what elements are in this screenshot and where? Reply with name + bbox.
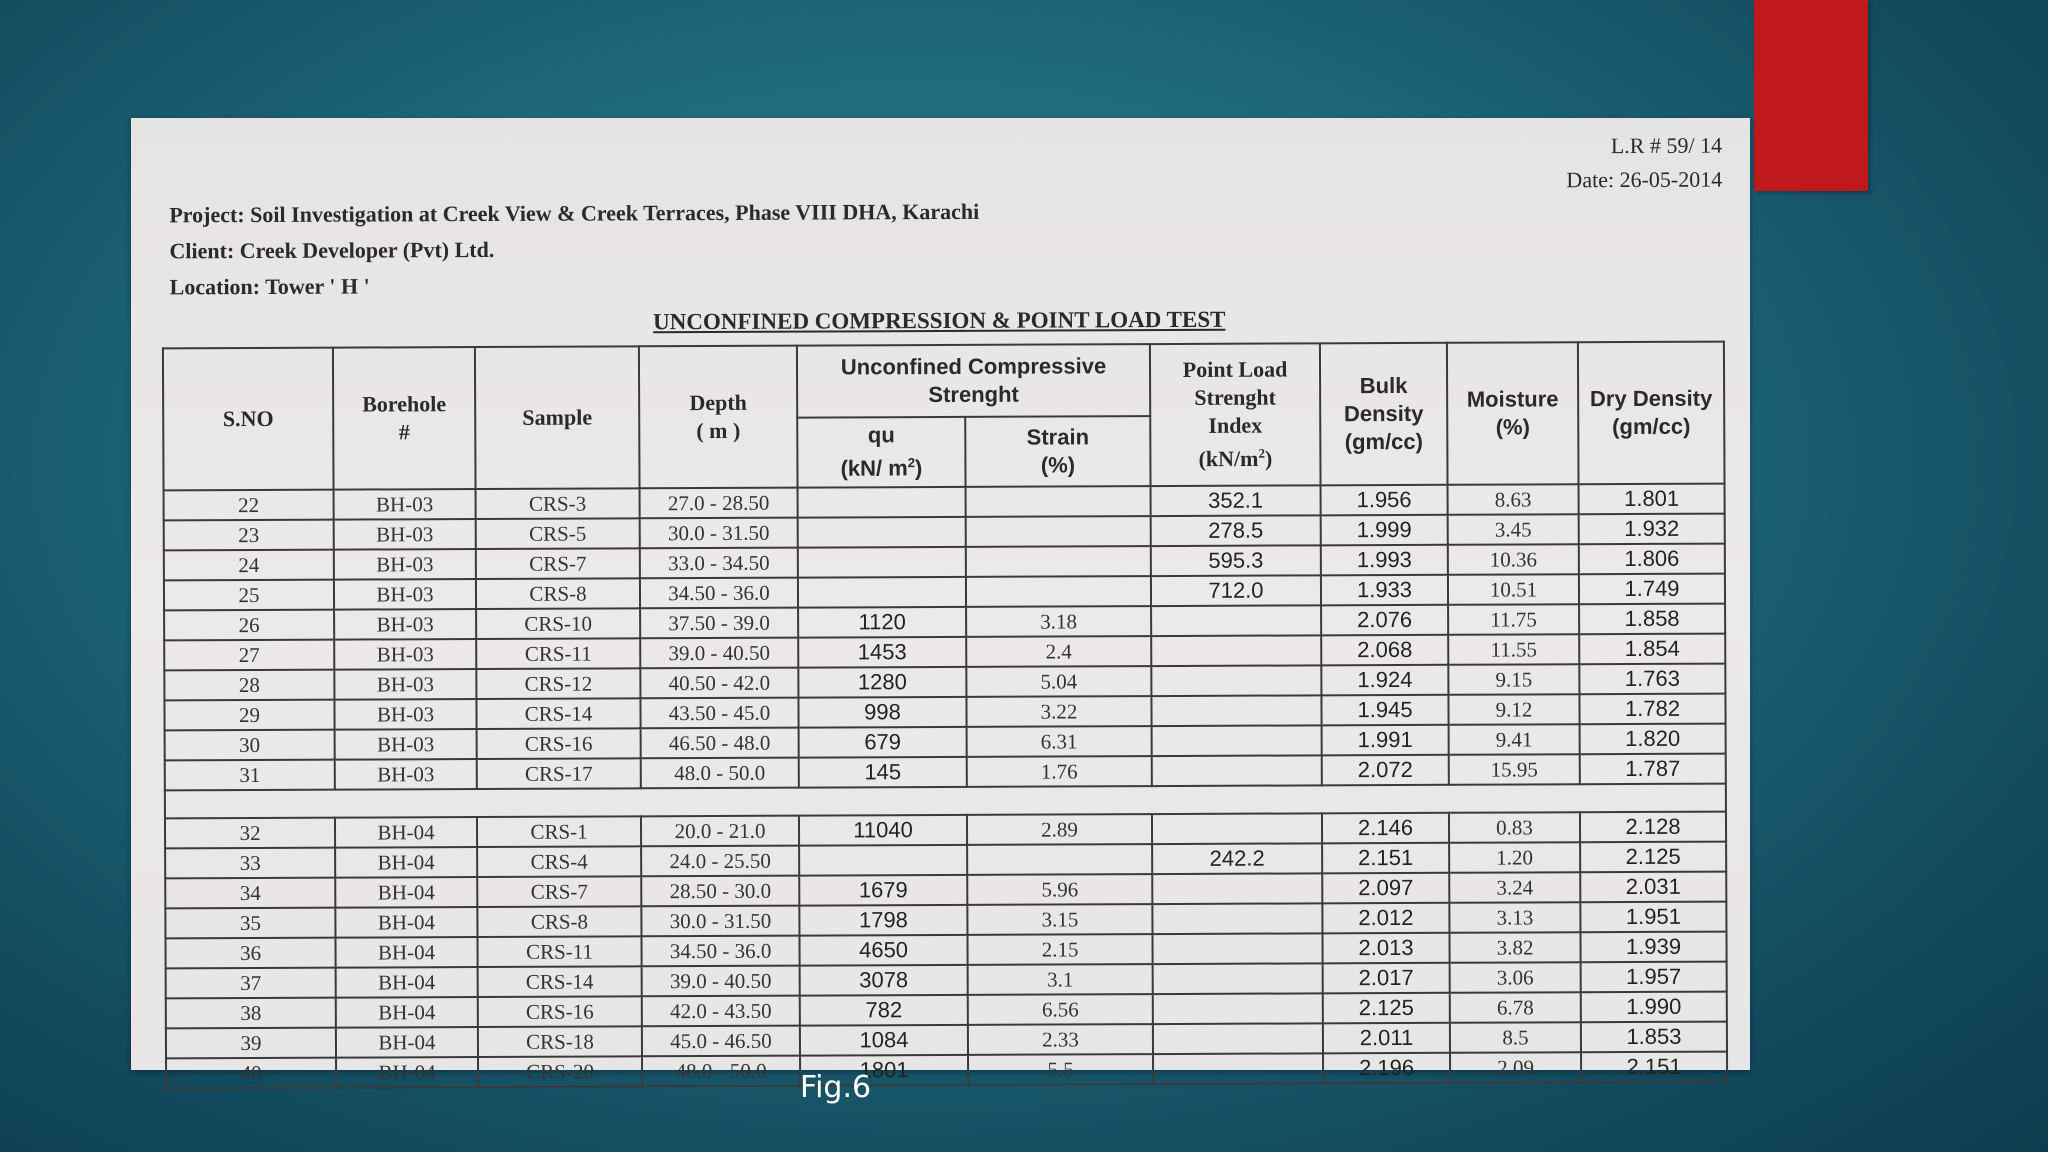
cell-depth: 24.0 - 25.50 — [641, 846, 799, 877]
cell-borehole: BH-04 — [336, 997, 478, 1028]
cell-dry-density: 2.128 — [1580, 812, 1726, 843]
cell-sno: 33 — [165, 848, 335, 879]
cell-strain: 5.96 — [967, 874, 1152, 905]
cell-point-load — [1151, 635, 1321, 666]
cell-bulk-density: 1.956 — [1321, 485, 1448, 516]
cell-point-load — [1152, 813, 1322, 844]
cell-depth: 30.0 - 31.50 — [641, 906, 799, 937]
cell-dry-density: 2.031 — [1580, 872, 1726, 903]
cell-strain — [966, 516, 1151, 547]
cell-sno: 32 — [165, 818, 335, 849]
cell-strain: 6.56 — [968, 994, 1153, 1025]
cell-qu: 1120 — [798, 607, 966, 638]
cell-strain: 2.15 — [967, 934, 1152, 965]
cell-dry-density: 1.951 — [1580, 902, 1726, 933]
cell-sample: CRS-4 — [477, 846, 641, 877]
cell-sample: CRS-16 — [478, 996, 642, 1027]
cell-borehole: BH-03 — [335, 759, 477, 790]
table-row — [166, 1052, 1727, 1089]
cell-depth: 43.50 - 45.0 — [640, 698, 798, 729]
cell-depth: 48.0 - 50.0 — [641, 758, 799, 789]
cell-sample: CRS-18 — [478, 1026, 642, 1057]
cell-borehole: BH-03 — [334, 639, 476, 670]
cell-bulk-density: 2.097 — [1322, 873, 1449, 904]
header-strain: Strain (%) — [965, 416, 1150, 487]
cell-moisture: 3.82 — [1449, 932, 1580, 963]
cell-sno: 26 — [164, 610, 334, 641]
cell-sample: CRS-12 — [476, 668, 640, 699]
cell-point-load — [1151, 605, 1321, 636]
cell-qu: 1280 — [798, 667, 966, 698]
cell-point-load — [1152, 933, 1322, 964]
cell-depth: 42.0 - 43.50 — [642, 996, 800, 1027]
cell-borehole: BH-04 — [335, 907, 477, 938]
cell-sample: CRS-1 — [477, 816, 641, 847]
cell-sno: 22 — [164, 490, 334, 521]
cell-depth: 45.0 - 46.50 — [642, 1026, 800, 1057]
cell-moisture: 3.06 — [1450, 962, 1581, 993]
cell-bulk-density: 1.945 — [1321, 695, 1448, 726]
cell-bulk-density: 2.125 — [1323, 993, 1450, 1024]
cell-bulk-density: 1.993 — [1321, 545, 1448, 576]
cell-point-load: 242.2 — [1152, 843, 1322, 874]
cell-qu — [798, 577, 966, 608]
cell-borehole: BH-03 — [334, 519, 476, 550]
cell-sample: CRS-5 — [476, 518, 640, 549]
cell-sno: 36 — [165, 938, 335, 969]
cell-borehole: BH-03 — [334, 489, 476, 520]
cell-point-load: 595.3 — [1151, 545, 1321, 576]
header-borehole: Borehole # — [333, 347, 476, 490]
cell-qu: 1798 — [799, 905, 967, 936]
cell-point-load — [1153, 993, 1323, 1024]
cell-qu: 11040 — [799, 815, 967, 846]
location-line: Location: Tower ' H ' — [169, 273, 370, 300]
cell-strain: 1.76 — [967, 756, 1152, 787]
cell-bulk-density: 1.924 — [1321, 665, 1448, 696]
cell-borehole: BH-04 — [335, 847, 477, 878]
cell-point-load: 712.0 — [1151, 575, 1321, 606]
cell-sno: 28 — [164, 670, 334, 701]
cell-borehole: BH-04 — [336, 967, 478, 998]
cell-sno: 30 — [165, 730, 335, 761]
cell-borehole: BH-03 — [334, 699, 476, 730]
cell-strain: 2.4 — [966, 636, 1151, 667]
scanned-document — [131, 118, 1750, 1085]
cell-bulk-density: 1.999 — [1321, 515, 1448, 546]
cell-borehole: BH-04 — [335, 877, 477, 908]
cell-dry-density: 1.854 — [1579, 634, 1725, 665]
cell-point-load — [1152, 873, 1322, 904]
cell-point-load — [1153, 1053, 1323, 1084]
cell-qu: 3078 — [800, 965, 968, 996]
header-bulk-density: Bulk Density (gm/cc) — [1320, 343, 1448, 486]
lr-number: L.R # 59/ 14 — [1610, 132, 1723, 159]
cell-moisture: 9.15 — [1448, 664, 1579, 695]
cell-dry-density: 1.932 — [1579, 514, 1725, 545]
cell-moisture: 15.95 — [1449, 754, 1580, 785]
cell-qu: 679 — [799, 727, 967, 758]
project-line: Project: Soil Investigation at Creek View & Creek Terraces, Phase VIII DHA, Karachi — [169, 198, 980, 228]
cell-moisture: 6.78 — [1450, 992, 1581, 1023]
cell-borehole: BH-03 — [334, 609, 476, 640]
header-moisture: Moisture (%) — [1447, 342, 1579, 485]
header-point-load: Point Load Strenght Index $(kN/m^2)$ — [1150, 343, 1321, 486]
cell-sno: 37 — [166, 968, 336, 999]
cell-bulk-density: 2.196 — [1323, 1053, 1450, 1084]
cell-point-load — [1152, 755, 1322, 786]
cell-qu: 4650 — [799, 935, 967, 966]
cell-sample: CRS-17 — [477, 758, 641, 789]
cell-bulk-density: 2.072 — [1322, 755, 1449, 786]
cell-qu: 1453 — [798, 637, 966, 668]
cell-sno: 38 — [166, 998, 336, 1029]
cell-sample: CRS-11 — [476, 638, 640, 669]
report-date: Date: 26-05-2014 — [1566, 166, 1723, 193]
cell-dry-density: 1.806 — [1579, 544, 1725, 575]
cell-moisture: 10.51 — [1448, 574, 1579, 605]
cell-depth: 46.50 - 48.0 — [641, 728, 799, 759]
cell-moisture: 9.41 — [1449, 724, 1580, 755]
cell-point-load — [1153, 1023, 1323, 1054]
cell-qu: 145 — [799, 757, 967, 788]
cell-strain: 5.04 — [966, 666, 1151, 697]
cell-qu — [799, 845, 967, 876]
cell-sample: CRS-14 — [478, 966, 642, 997]
cell-point-load: 352.1 — [1151, 485, 1321, 516]
cell-moisture: 3.45 — [1448, 514, 1579, 545]
cell-depth: 39.0 - 40.50 — [642, 966, 800, 997]
cell-dry-density: 1.990 — [1581, 992, 1727, 1023]
cell-dry-density: 1.787 — [1580, 754, 1726, 785]
cell-moisture: 11.55 — [1448, 634, 1579, 665]
cell-borehole: BH-03 — [334, 579, 476, 610]
cell-strain — [967, 844, 1152, 875]
cell-strain: 3.22 — [966, 696, 1151, 727]
header-ucs: Unconfined Compressive Strenght — [797, 344, 1150, 418]
cell-borehole: BH-04 — [336, 1027, 478, 1058]
cell-bulk-density: 2.013 — [1322, 933, 1449, 964]
cell-strain — [966, 486, 1151, 517]
cell-sample: CRS-8 — [477, 906, 641, 937]
cell-sample: CRS-20 — [478, 1056, 642, 1087]
cell-sno: 27 — [164, 640, 334, 671]
cell-dry-density: 1.749 — [1579, 574, 1725, 605]
cell-dry-density: 1.957 — [1581, 962, 1727, 993]
cell-dry-density: 1.939 — [1580, 932, 1726, 963]
cell-depth: 27.0 - 28.50 — [640, 488, 798, 519]
cell-qu: 782 — [800, 995, 968, 1026]
cell-strain: 2.33 — [968, 1024, 1153, 1055]
cell-borehole: BH-04 — [335, 937, 477, 968]
cell-moisture: 8.5 — [1450, 1022, 1581, 1053]
cell-bulk-density: 2.012 — [1322, 903, 1449, 934]
header-sample: Sample — [475, 346, 640, 489]
cell-qu: 1801 — [800, 1055, 968, 1086]
red-accent-block — [1754, 0, 1868, 191]
cell-bulk-density: 1.991 — [1322, 725, 1449, 756]
cell-strain: 3.18 — [966, 606, 1151, 637]
cell-sno: 25 — [164, 580, 334, 611]
cell-bulk-density: 2.017 — [1323, 963, 1450, 994]
cell-borehole: BH-04 — [336, 1057, 478, 1088]
client-line: Client: Creek Developer (Pvt) Ltd. — [169, 236, 495, 264]
cell-sample: CRS-16 — [477, 728, 641, 759]
cell-sno: 39 — [166, 1028, 336, 1059]
cell-point-load: 278.5 — [1151, 515, 1321, 546]
cell-dry-density: 1.858 — [1579, 604, 1725, 635]
cell-strain: 2.89 — [967, 814, 1152, 845]
cell-sample: CRS-3 — [476, 488, 640, 519]
cell-borehole: BH-03 — [335, 729, 477, 760]
cell-depth: 39.0 - 40.50 — [640, 638, 798, 669]
cell-point-load — [1152, 903, 1322, 934]
cell-strain: 3.15 — [967, 904, 1152, 935]
cell-dry-density: 1.853 — [1581, 1022, 1727, 1053]
cell-moisture: 3.24 — [1449, 872, 1580, 903]
cell-sample: CRS-10 — [476, 608, 640, 639]
cell-borehole: BH-04 — [335, 817, 477, 848]
cell-moisture: 1.20 — [1449, 842, 1580, 873]
cell-dry-density: 1.801 — [1579, 484, 1725, 515]
cell-strain: 3.1 — [968, 964, 1153, 995]
cell-bulk-density: 2.011 — [1323, 1023, 1450, 1054]
cell-moisture: 3.13 — [1449, 902, 1580, 933]
cell-sno: 31 — [165, 760, 335, 791]
cell-borehole: BH-03 — [334, 669, 476, 700]
cell-borehole: BH-03 — [334, 549, 476, 580]
cell-depth: 34.50 - 36.0 — [640, 578, 798, 609]
cell-depth: 33.0 - 34.50 — [640, 548, 798, 579]
cell-moisture: 0.83 — [1449, 812, 1580, 843]
cell-depth: 28.50 - 30.0 — [641, 876, 799, 907]
cell-sno: 35 — [165, 908, 335, 939]
cell-depth: 34.50 - 36.0 — [641, 936, 799, 967]
cell-qu: 998 — [798, 697, 966, 728]
cell-point-load — [1151, 665, 1321, 696]
cell-moisture: 9.12 — [1448, 694, 1579, 725]
cell-dry-density: 1.763 — [1579, 664, 1725, 695]
cell-strain: 6.31 — [967, 726, 1152, 757]
cell-strain — [966, 576, 1151, 607]
cell-qu: 1084 — [800, 1025, 968, 1056]
cell-strain: 5.5 — [968, 1054, 1153, 1085]
cell-sno: 23 — [164, 520, 334, 551]
cell-sno: 24 — [164, 550, 334, 581]
cell-sno: 40 — [166, 1058, 336, 1089]
test-results-table — [162, 341, 1728, 1090]
cell-sample: CRS-11 — [477, 936, 641, 967]
project-info — [169, 194, 979, 306]
cell-moisture: 10.36 — [1448, 544, 1579, 575]
header-sno: S.NO — [163, 348, 334, 491]
header-dry-density: Dry Density (gm/cc) — [1578, 342, 1725, 485]
table-title: UNCONFINED COMPRESSION & POINT LOAD TEST — [653, 306, 1226, 335]
figure-caption: Fig.6 — [800, 1070, 872, 1105]
cell-sample: CRS-7 — [477, 876, 641, 907]
cell-sno: 34 — [165, 878, 335, 909]
cell-depth: 30.0 - 31.50 — [640, 518, 798, 549]
cell-moisture: 8.63 — [1448, 484, 1579, 515]
cell-sample: CRS-14 — [476, 698, 640, 729]
header-qu: qu (kN/ $m^2$) — [797, 417, 965, 488]
cell-point-load — [1153, 963, 1323, 994]
cell-dry-density: 2.151 — [1581, 1052, 1727, 1083]
cell-sno: 29 — [164, 700, 334, 731]
report-reference — [1566, 129, 1722, 198]
cell-strain — [966, 546, 1151, 577]
cell-qu — [798, 547, 966, 578]
cell-qu — [798, 487, 966, 518]
cell-moisture: 11.75 — [1448, 604, 1579, 635]
cell-bulk-density: 2.151 — [1322, 843, 1449, 874]
cell-dry-density: 1.782 — [1579, 694, 1725, 725]
cell-depth: 20.0 - 21.0 — [641, 816, 799, 847]
cell-point-load — [1152, 725, 1322, 756]
cell-sample: CRS-7 — [476, 548, 640, 579]
cell-bulk-density: 1.933 — [1321, 575, 1448, 606]
cell-depth: 48.0 - 50.0 — [642, 1056, 800, 1087]
cell-point-load — [1151, 695, 1321, 726]
cell-bulk-density: 2.076 — [1321, 605, 1448, 636]
cell-depth: 40.50 - 42.0 — [640, 668, 798, 699]
header-depth: Depth ( m ) — [639, 346, 798, 489]
cell-dry-density: 1.820 — [1580, 724, 1726, 755]
cell-bulk-density: 2.146 — [1322, 813, 1449, 844]
cell-sample: CRS-8 — [476, 578, 640, 609]
cell-qu: 1679 — [799, 875, 967, 906]
cell-bulk-density: 2.068 — [1321, 635, 1448, 666]
cell-qu — [798, 517, 966, 548]
cell-dry-density: 2.125 — [1580, 842, 1726, 873]
cell-depth: 37.50 - 39.0 — [640, 608, 798, 639]
cell-moisture: 2.09 — [1450, 1052, 1581, 1083]
